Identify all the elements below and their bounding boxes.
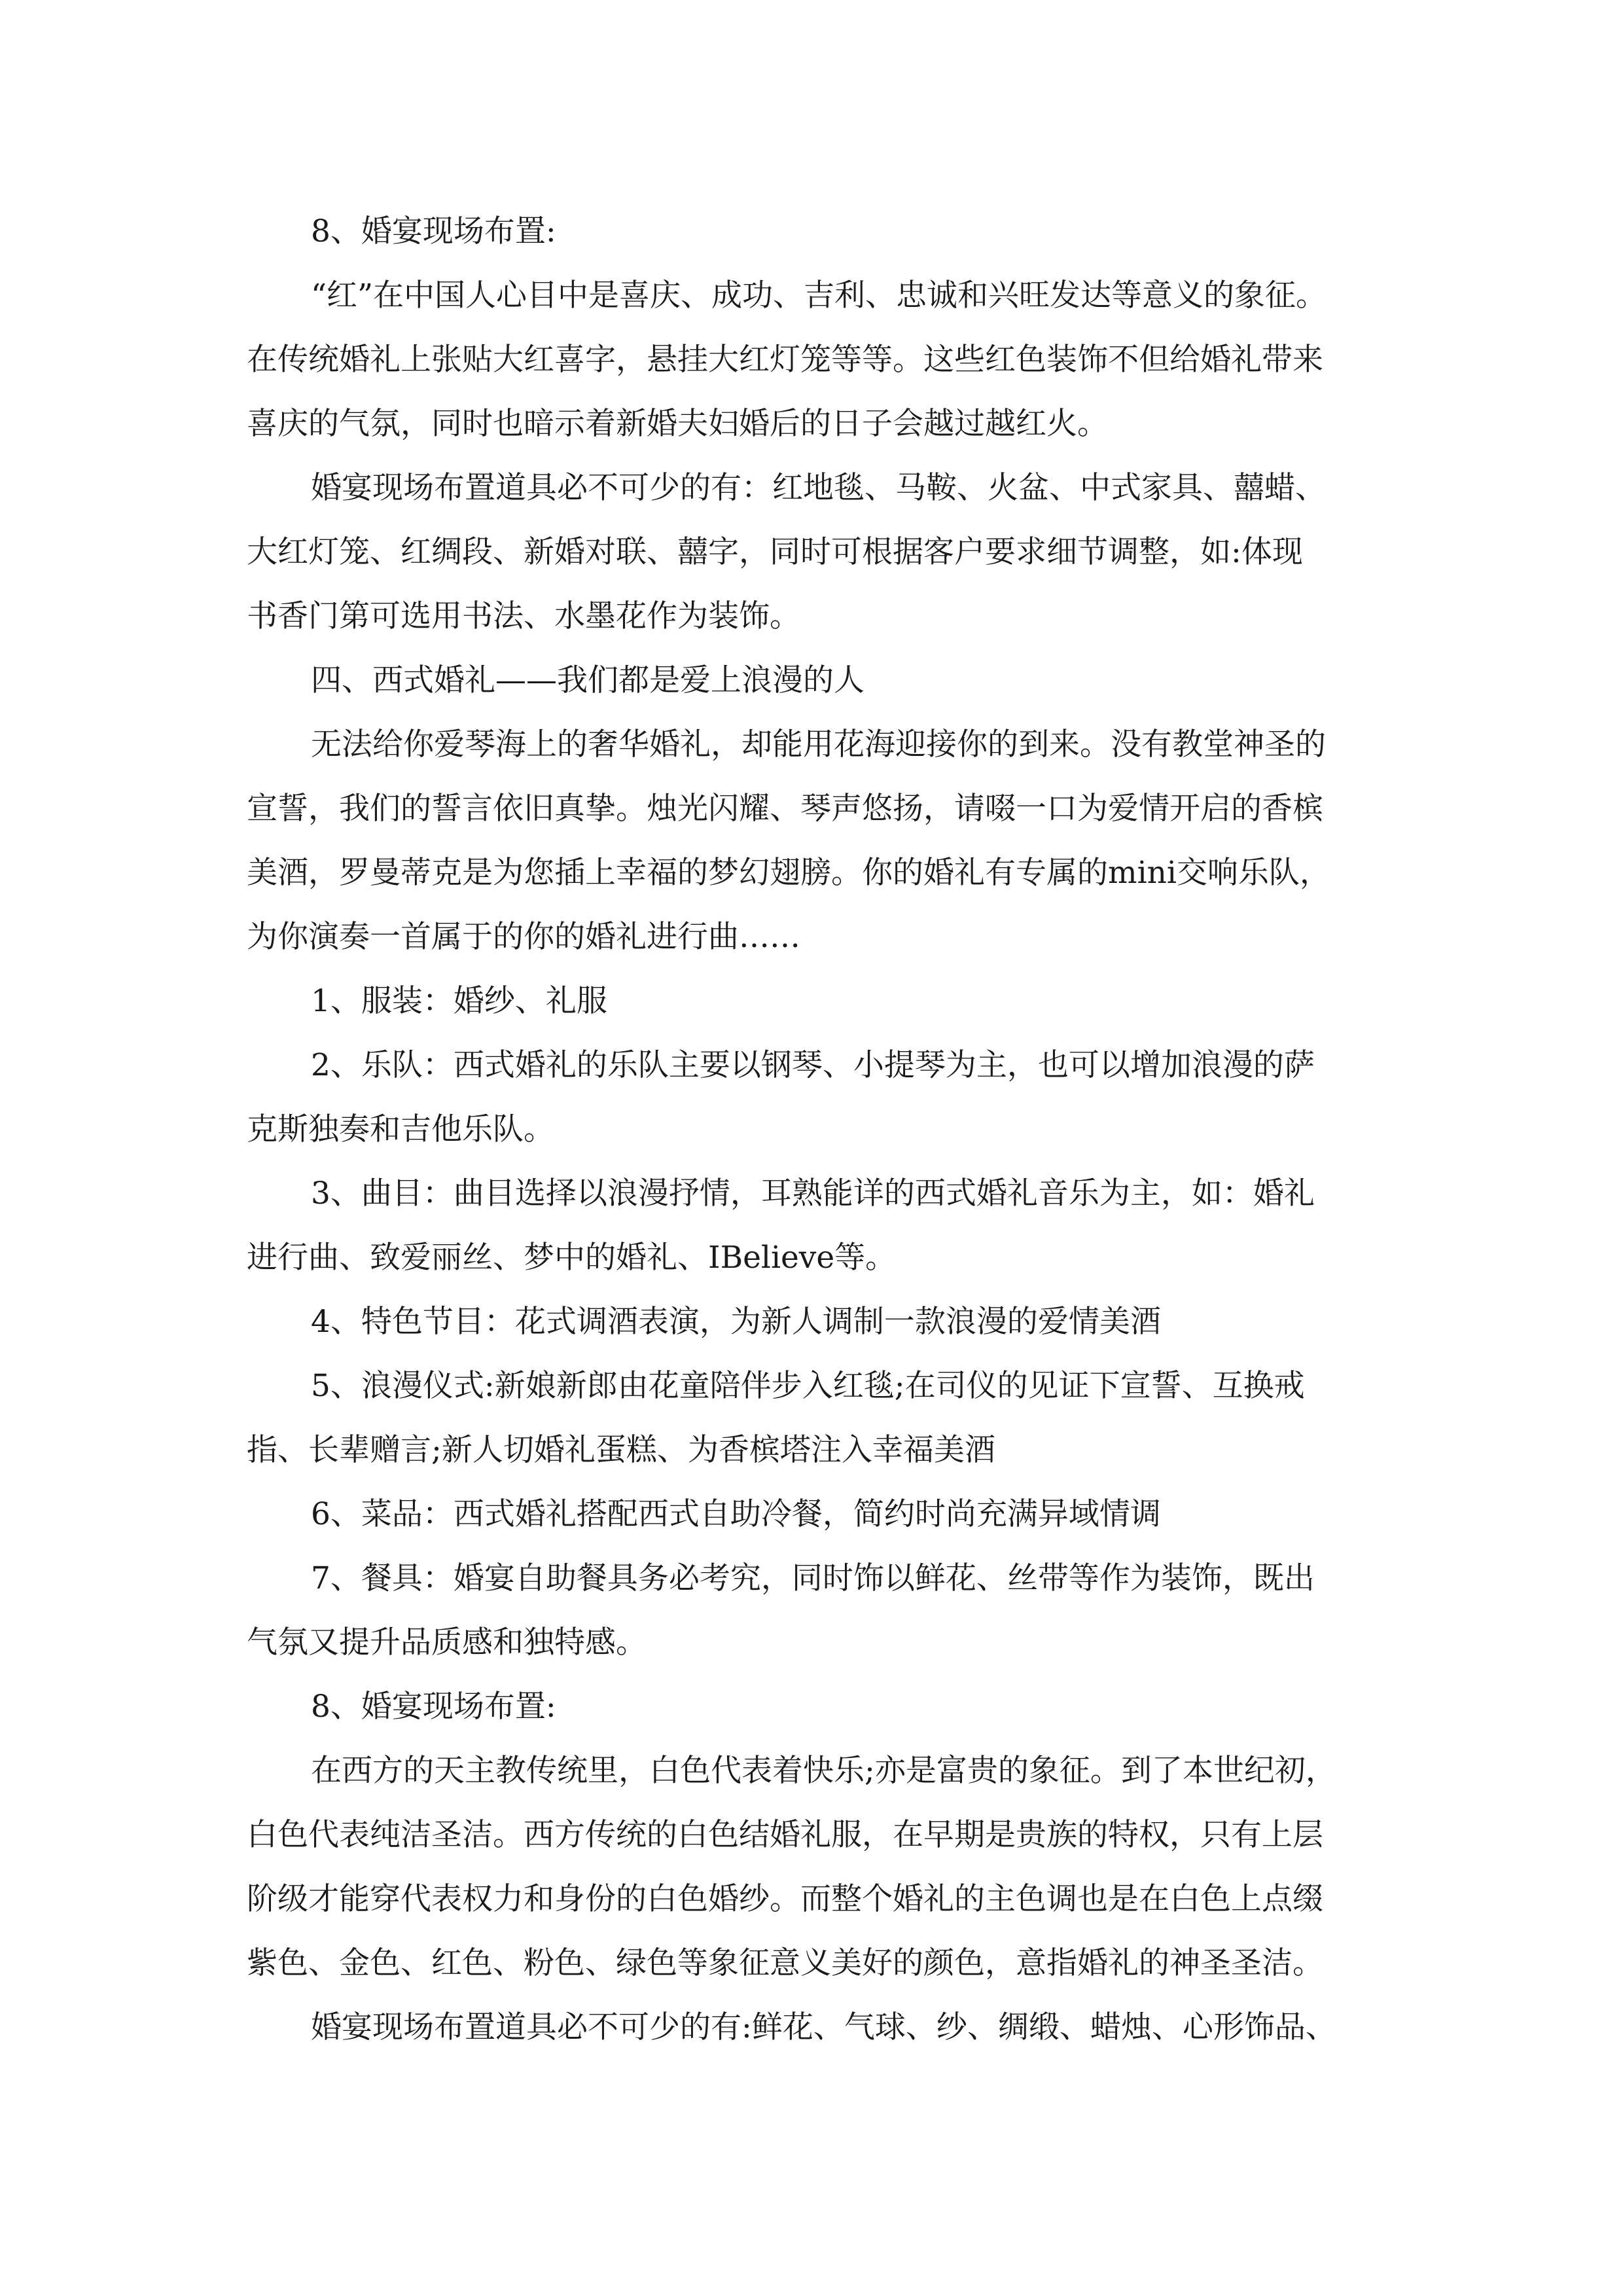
text-line: 宣誓，我们的誓言依旧真挚。烛光闪耀、琴声悠扬，请啜一口为爱情开启的香槟 [247, 791, 1323, 827]
text-line: 无法给你爱琴海上的奢华婚礼，却能用花海迎接你的到来。没有教堂神圣的 [311, 726, 1326, 762]
section-heading-western-wedding [247, 649, 1379, 713]
paragraph-banquet-setup-heading-2 [247, 1675, 1379, 1739]
item-special-program [247, 1290, 1379, 1354]
text-line: 7、餐具：婚宴自助餐具务必考究，同时饰以鲜花、丝带等作为装饰，既出 [311, 1560, 1315, 1596]
text-line: 婚宴现场布置道具必不可少的有：红地毯、马鞍、火盆、中式家具、囍蜡、 [311, 470, 1326, 506]
text-line: 美酒，罗曼蒂克是为您插上幸福的梦幻翅膀。你的婚礼有专属的mini交响乐队， [247, 855, 1330, 891]
paragraph-western-props [247, 1996, 1379, 2060]
text-line: 8、婚宴现场布置: [311, 213, 556, 249]
text-line: 在传统婚礼上张贴大红喜字，悬挂大红灯笼等等。这些红色装饰不但给婚礼带来 [247, 342, 1323, 378]
text-line: 紫色、金色、红色、粉色、绿色等象征意义美好的颜色，意指婚礼的神圣圣洁。 [247, 1945, 1323, 1981]
text-line: 在西方的天主教传统里，白色代表着快乐;亦是富贵的象征。到了本世纪初， [311, 1753, 1336, 1789]
paragraph-banquet-setup-heading-1 [247, 200, 1379, 264]
item-dishes [247, 1482, 1379, 1547]
text-line: 婚宴现场布置道具必不可少的有:鲜花、气球、纱、绸缎、蜡烛、心形饰品、 [311, 2009, 1336, 2045]
text-line: 克斯独奏和吉他乐队。 [247, 1111, 554, 1147]
text-line: 指、长辈赠言;新人切婚礼蛋糕、为香槟塔注入幸福美酒 [247, 1432, 995, 1468]
text-line: 4、特色节目：花式调酒表演，为新人调制一款浪漫的爱情美酒 [311, 1304, 1161, 1340]
text-line: “红”在中国人心目中是喜庆、成功、吉利、忠诚和兴旺发达等意义的象征。 [311, 278, 1327, 314]
text-line: 8、婚宴现场布置: [311, 1689, 556, 1725]
paragraph-white-symbolism [247, 1739, 1379, 1996]
item-music [247, 1162, 1379, 1290]
text-line: 3、曲目：曲目选择以浪漫抒情，耳熟能详的西式婚礼音乐为主，如：婚礼 [311, 1175, 1315, 1211]
paragraph-red-symbolism [247, 264, 1379, 456]
text-line: 1、服装：婚纱、礼服 [311, 983, 607, 1019]
text-line: 5、浪漫仪式:新娘新郎由花童陪伴步入红毯;在司仪的见证下宣誓、互换戒 [311, 1368, 1305, 1404]
text-line: 阶级才能穿代表权力和身份的白色婚纱。而整个婚礼的主色调也是在白色上点缀 [247, 1881, 1323, 1917]
text-line: 书香门第可选用书法、水墨花作为装饰。 [247, 598, 800, 634]
item-band [247, 1033, 1379, 1162]
text-line: 四、西式婚礼——我们都是爱上浪漫的人 [311, 662, 865, 698]
item-costume [247, 969, 1379, 1033]
text-line: 为你演奏一首属于的你的婚礼进行曲…… [247, 919, 800, 955]
text-line: 白色代表纯洁圣洁。西方传统的白色结婚礼服，在早期是贵族的特权，只有上层 [247, 1817, 1323, 1853]
text-line: 6、菜品：西式婚礼搭配西式自助冷餐，简约时尚充满异域情调 [311, 1496, 1161, 1532]
paragraph-western-intro [247, 713, 1379, 969]
item-romantic-ceremony [247, 1354, 1379, 1482]
paragraph-chinese-props [247, 456, 1379, 649]
text-line: 2、乐队：西式婚礼的乐队主要以钢琴、小提琴为主，也可以增加浪漫的萨 [311, 1047, 1315, 1083]
text-line: 进行曲、致爱丽丝、梦中的婚礼、IBelieve等。 [247, 1240, 897, 1276]
item-tableware [247, 1547, 1379, 1675]
text-line: 大红灯笼、红绸段、新婚对联、囍字，同时可根据客户要求细节调整，如:体现 [247, 534, 1303, 570]
text-line: 喜庆的气氛，同时也暗示着新婚夫妇婚后的日子会越过越红火。 [247, 406, 1108, 442]
text-line: 气氛又提升品质感和独特感。 [247, 1624, 647, 1660]
